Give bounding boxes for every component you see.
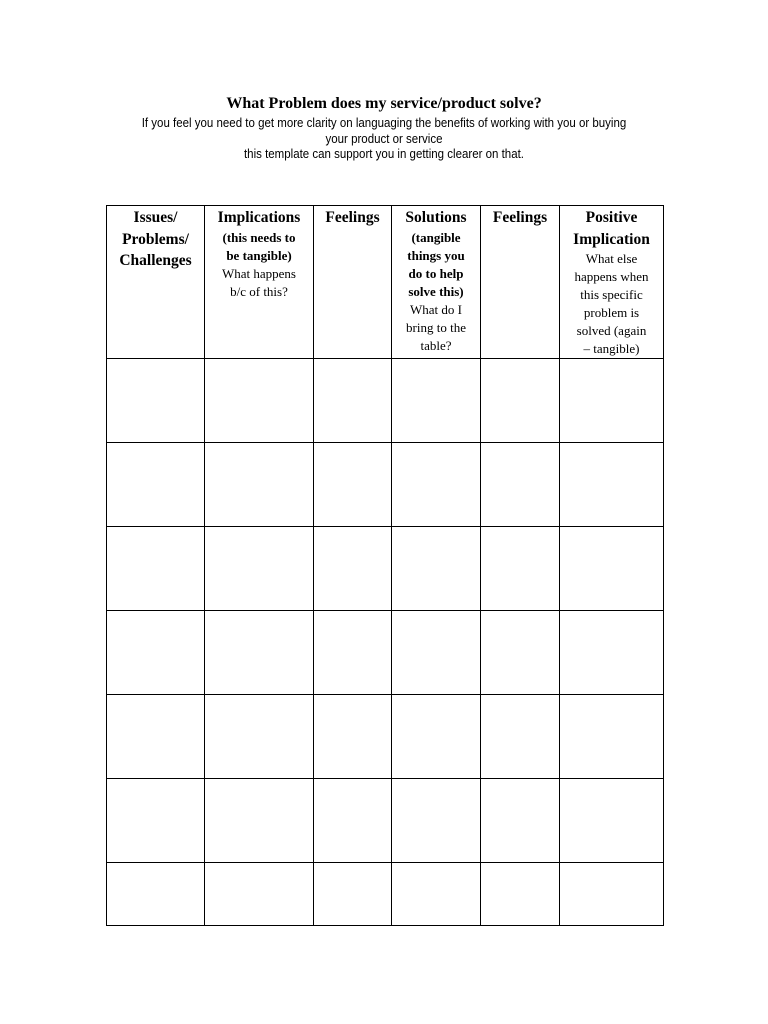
header-positive-desc-6: – tangible) (583, 341, 640, 356)
table-cell[interactable] (481, 695, 560, 779)
header-positive-desc-3: this specific (580, 287, 643, 302)
header-positive-line-1: Positive (585, 209, 638, 226)
header-issues-line-1: Issues/ (133, 209, 178, 226)
page-title: What Problem does my service/product solve? (226, 95, 542, 112)
table-cell[interactable] (107, 611, 205, 695)
table-cell[interactable] (107, 527, 205, 611)
table-cell[interactable] (205, 359, 314, 443)
header-positive-desc-4: problem is (583, 305, 640, 320)
header-solutions-desc-3: table? (420, 337, 452, 353)
table-cell[interactable] (107, 695, 205, 779)
table-cell[interactable] (314, 527, 392, 611)
header-solutions-desc-1: What do I (410, 301, 462, 317)
table-cell[interactable] (481, 443, 560, 527)
header-feelings-1-title: Feelings (325, 209, 380, 226)
table-cell[interactable] (107, 443, 205, 527)
table-cell[interactable] (314, 611, 392, 695)
table-cell[interactable] (205, 695, 314, 779)
header-feelings-2 (481, 206, 560, 359)
table-cell[interactable] (314, 359, 392, 443)
table-cell[interactable] (314, 443, 392, 527)
table-cell[interactable] (392, 527, 481, 611)
header-issues-line-2: Problems/ (122, 230, 189, 248)
header-feelings-1 (314, 206, 392, 359)
intro-line-3: this template can support you in getting clearer on that. (243, 147, 524, 161)
table-cell[interactable] (314, 779, 392, 863)
header-solutions-note-3: do to help (408, 265, 464, 281)
table-cell[interactable] (560, 527, 664, 611)
table-row (107, 779, 664, 863)
intro-line-2: your product or service (325, 131, 443, 146)
table-cell[interactable] (314, 863, 392, 926)
table-cell[interactable] (481, 611, 560, 695)
table-cell[interactable] (392, 863, 481, 926)
header-positive-line-2: Implication (573, 230, 650, 248)
intro-line-1: If you feel you need to get more clarity on languaging the benefits of working with you or buying (141, 116, 627, 130)
table-cell[interactable] (392, 695, 481, 779)
table-cell[interactable] (392, 443, 481, 527)
table-cell[interactable] (481, 527, 560, 611)
table-row (107, 443, 664, 527)
header-solutions (392, 206, 481, 359)
header-solutions-note-1: (tangible (411, 229, 461, 245)
table-cell[interactable] (392, 359, 481, 443)
table-cell[interactable] (560, 863, 664, 926)
table-header-row (107, 206, 664, 359)
table-cell[interactable] (205, 779, 314, 863)
table-cell[interactable] (205, 611, 314, 695)
table-cell[interactable] (107, 779, 205, 863)
header-implications-note-1: (this needs to (222, 229, 296, 245)
table-cell[interactable] (205, 443, 314, 527)
table-cell[interactable] (205, 863, 314, 926)
table-row (107, 359, 664, 443)
table-cell[interactable] (107, 863, 205, 926)
header-issues-line-3: Challenges (119, 252, 192, 269)
header-solutions-desc-2: bring to the (406, 319, 466, 335)
table-cell[interactable] (314, 695, 392, 779)
table-cell[interactable] (560, 779, 664, 863)
table-cell[interactable] (107, 359, 205, 443)
table-cell[interactable] (560, 359, 664, 443)
header-implications-desc-1: What happens (221, 265, 296, 281)
header-solutions-note-4: solve this) (408, 283, 464, 299)
header-positive-desc-5: solved (again (576, 323, 647, 338)
table-row (107, 863, 664, 926)
table-cell[interactable] (392, 611, 481, 695)
header-solutions-note-2: things you (407, 247, 465, 263)
table-cell[interactable] (560, 443, 664, 527)
table-cell[interactable] (481, 863, 560, 926)
header-issues (107, 206, 205, 359)
header-implications-desc-2: b/c of this? (230, 283, 288, 299)
table-cell[interactable] (560, 695, 664, 779)
table-cell[interactable] (205, 527, 314, 611)
header-feelings-2-title: Feelings (492, 209, 548, 226)
table-row (107, 527, 664, 611)
table-cell[interactable] (481, 359, 560, 443)
header-positive-implication (560, 206, 664, 359)
header-implications-note-2: be tangible) (226, 247, 292, 263)
table-row (107, 611, 664, 695)
header-implications (205, 206, 314, 359)
intro-text (126, 116, 641, 163)
header-solutions-title: Solutions (405, 209, 467, 226)
table-cell[interactable] (560, 611, 664, 695)
table-row (107, 695, 664, 779)
header-positive-desc-1: What else (585, 251, 638, 266)
header-implications-title: Implications (217, 209, 301, 226)
table-cell[interactable] (481, 779, 560, 863)
problem-solution-table (106, 205, 664, 926)
table-cell[interactable] (392, 779, 481, 863)
header-positive-desc-2: happens when (574, 269, 649, 284)
